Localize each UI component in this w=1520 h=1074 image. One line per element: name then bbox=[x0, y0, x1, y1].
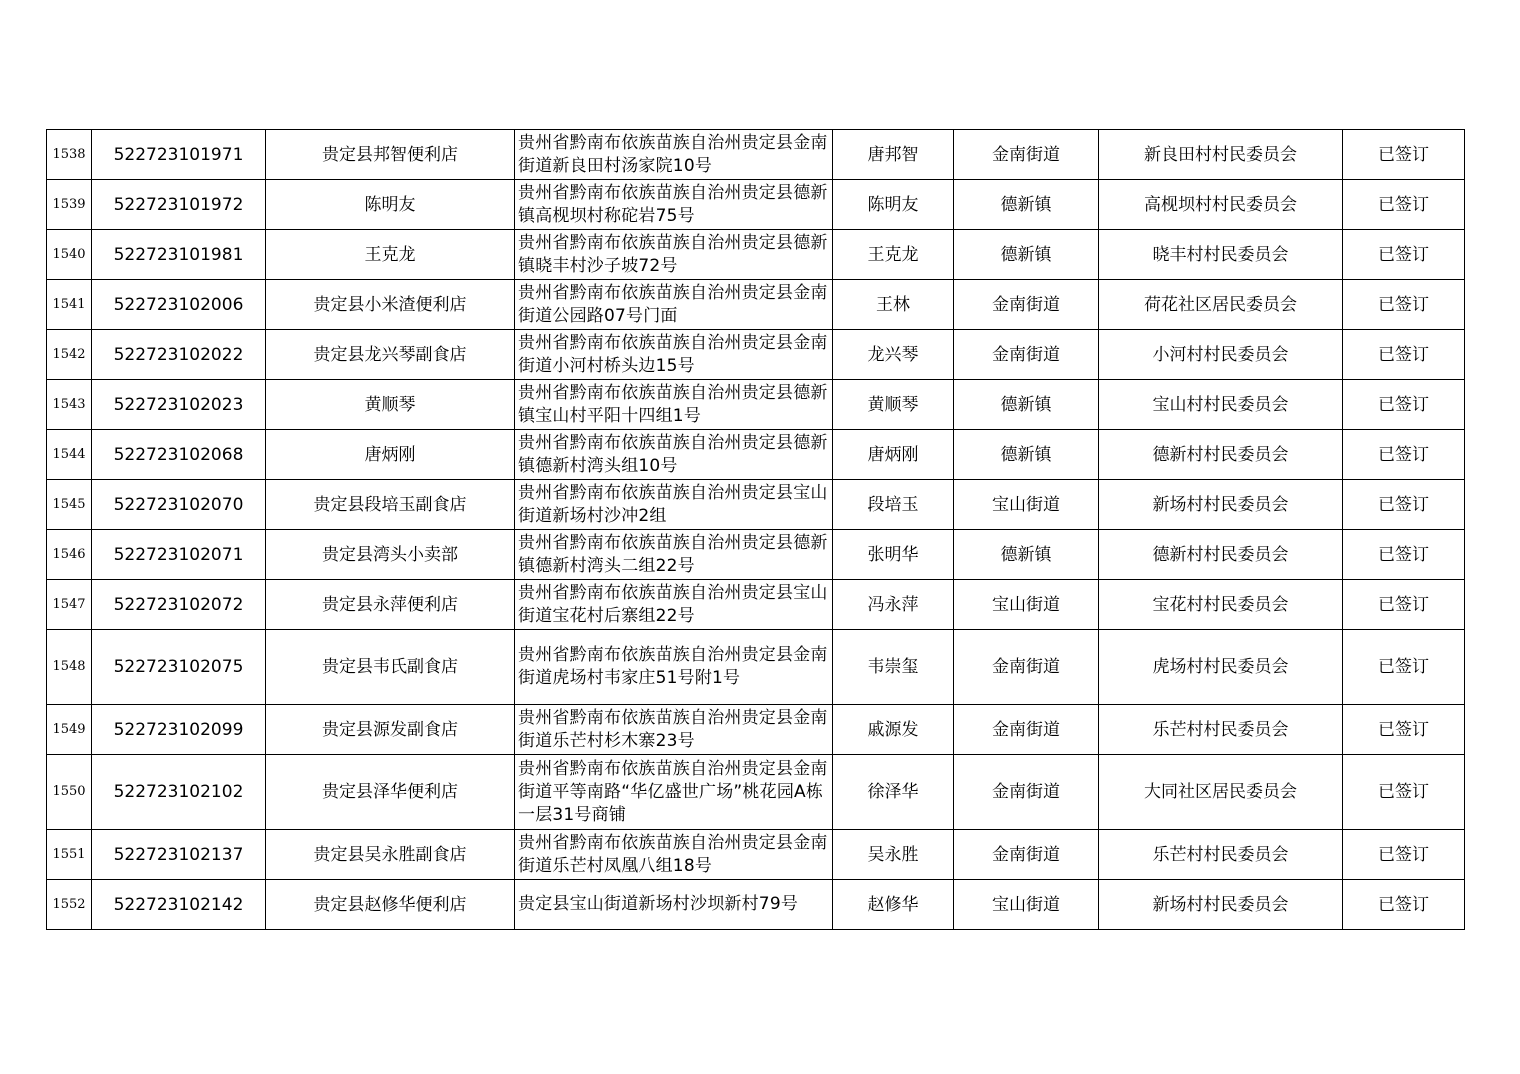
code-cell: 522723102102 bbox=[92, 755, 266, 830]
address-cell: 贵州省黔南布依族苗族自治州贵定县德新镇高枧坝村称砣岩75号 bbox=[515, 180, 833, 230]
status-cell: 已签订 bbox=[1343, 830, 1465, 880]
code-cell: 522723102023 bbox=[92, 380, 266, 430]
status-cell: 已签订 bbox=[1343, 130, 1465, 180]
town-cell: 宝山街道 bbox=[954, 480, 1099, 530]
code-cell: 522723102070 bbox=[92, 480, 266, 530]
code-cell: 522723102071 bbox=[92, 530, 266, 580]
committee-cell: 虎场村村民委员会 bbox=[1099, 630, 1343, 705]
shop-name-cell: 王克龙 bbox=[266, 230, 515, 280]
shop-name-cell: 贵定县湾头小卖部 bbox=[266, 530, 515, 580]
person-cell: 黄顺琴 bbox=[833, 380, 954, 430]
table-row bbox=[47, 180, 1465, 230]
committee-cell: 新场村村民委员会 bbox=[1099, 880, 1343, 930]
address-cell: 贵州省黔南布依族苗族自治州贵定县金南街道乐芒村杉木寨23号 bbox=[515, 705, 833, 755]
committee-cell: 小河村村民委员会 bbox=[1099, 330, 1343, 380]
address-cell: 贵州省黔南布依族苗族自治州贵定县金南街道公园路07号门面 bbox=[515, 280, 833, 330]
row-number-cell: 1543 bbox=[47, 380, 92, 430]
address-cell: 贵州省黔南布依族苗族自治州贵定县金南街道平等南路“华亿盛世广场”桃花园A栋一层31号商铺 bbox=[515, 755, 833, 830]
table-row bbox=[47, 330, 1465, 380]
row-number-cell: 1550 bbox=[47, 755, 92, 830]
table-row bbox=[47, 480, 1465, 530]
town-cell: 德新镇 bbox=[954, 530, 1099, 580]
table-row bbox=[47, 280, 1465, 330]
table-row bbox=[47, 705, 1465, 755]
table-row bbox=[47, 130, 1465, 180]
committee-cell: 宝山村村民委员会 bbox=[1099, 380, 1343, 430]
committee-cell: 乐芒村村民委员会 bbox=[1099, 705, 1343, 755]
town-cell: 金南街道 bbox=[954, 755, 1099, 830]
person-cell: 陈明友 bbox=[833, 180, 954, 230]
person-cell: 戚源发 bbox=[833, 705, 954, 755]
shop-name-cell: 陈明友 bbox=[266, 180, 515, 230]
code-cell: 522723102068 bbox=[92, 430, 266, 480]
shop-name-cell: 唐炳刚 bbox=[266, 430, 515, 480]
person-cell: 唐邦智 bbox=[833, 130, 954, 180]
person-cell: 冯永萍 bbox=[833, 580, 954, 630]
status-cell: 已签订 bbox=[1343, 230, 1465, 280]
person-cell: 王林 bbox=[833, 280, 954, 330]
row-number-cell: 1551 bbox=[47, 830, 92, 880]
table-row bbox=[47, 880, 1465, 930]
committee-cell: 新场村村民委员会 bbox=[1099, 480, 1343, 530]
code-cell: 522723102006 bbox=[92, 280, 266, 330]
shop-name-cell: 贵定县邦智便利店 bbox=[266, 130, 515, 180]
table-row bbox=[47, 430, 1465, 480]
row-number-cell: 1546 bbox=[47, 530, 92, 580]
status-cell: 已签订 bbox=[1343, 430, 1465, 480]
row-number-cell: 1544 bbox=[47, 430, 92, 480]
code-cell: 522723101972 bbox=[92, 180, 266, 230]
committee-cell: 荷花社区居民委员会 bbox=[1099, 280, 1343, 330]
town-cell: 德新镇 bbox=[954, 380, 1099, 430]
table-row bbox=[47, 380, 1465, 430]
code-cell: 522723102022 bbox=[92, 330, 266, 380]
row-number-cell: 1549 bbox=[47, 705, 92, 755]
registry-table bbox=[46, 129, 1465, 930]
address-cell: 贵州省黔南布依族苗族自治州贵定县德新镇德新村湾头组10号 bbox=[515, 430, 833, 480]
code-cell: 522723102099 bbox=[92, 705, 266, 755]
committee-cell: 德新村村民委员会 bbox=[1099, 430, 1343, 480]
town-cell: 德新镇 bbox=[954, 180, 1099, 230]
code-cell: 522723101981 bbox=[92, 230, 266, 280]
shop-name-cell: 贵定县段培玉副食店 bbox=[266, 480, 515, 530]
status-cell: 已签订 bbox=[1343, 180, 1465, 230]
town-cell: 宝山街道 bbox=[954, 580, 1099, 630]
town-cell: 宝山街道 bbox=[954, 880, 1099, 930]
status-cell: 已签订 bbox=[1343, 480, 1465, 530]
town-cell: 金南街道 bbox=[954, 830, 1099, 880]
code-cell: 522723102142 bbox=[92, 880, 266, 930]
shop-name-cell: 贵定县吴永胜副食店 bbox=[266, 830, 515, 880]
shop-name-cell: 贵定县小米渣便利店 bbox=[266, 280, 515, 330]
status-cell: 已签订 bbox=[1343, 755, 1465, 830]
town-cell: 德新镇 bbox=[954, 230, 1099, 280]
code-cell: 522723102072 bbox=[92, 580, 266, 630]
committee-cell: 新良田村村民委员会 bbox=[1099, 130, 1343, 180]
status-cell: 已签订 bbox=[1343, 530, 1465, 580]
status-cell: 已签订 bbox=[1343, 630, 1465, 705]
status-cell: 已签订 bbox=[1343, 580, 1465, 630]
table-row bbox=[47, 230, 1465, 280]
code-cell: 522723101971 bbox=[92, 130, 266, 180]
address-cell: 贵州省黔南布依族苗族自治州贵定县金南街道新良田村汤家院10号 bbox=[515, 130, 833, 180]
shop-name-cell: 贵定县龙兴琴副食店 bbox=[266, 330, 515, 380]
table-row bbox=[47, 580, 1465, 630]
address-cell: 贵州省黔南布依族苗族自治州贵定县金南街道小河村桥头边15号 bbox=[515, 330, 833, 380]
address-cell: 贵定县宝山街道新场村沙坝新村79号 bbox=[515, 880, 833, 930]
person-cell: 韦崇玺 bbox=[833, 630, 954, 705]
table-row bbox=[47, 630, 1465, 705]
address-cell: 贵州省黔南布依族苗族自治州贵定县德新镇宝山村平阳十四组1号 bbox=[515, 380, 833, 430]
committee-cell: 德新村村民委员会 bbox=[1099, 530, 1343, 580]
shop-name-cell: 黄顺琴 bbox=[266, 380, 515, 430]
town-cell: 金南街道 bbox=[954, 330, 1099, 380]
row-number-cell: 1539 bbox=[47, 180, 92, 230]
status-cell: 已签订 bbox=[1343, 880, 1465, 930]
address-cell: 贵州省黔南布依族苗族自治州贵定县德新镇德新村湾头二组22号 bbox=[515, 530, 833, 580]
row-number-cell: 1545 bbox=[47, 480, 92, 530]
person-cell: 王克龙 bbox=[833, 230, 954, 280]
shop-name-cell: 贵定县韦氏副食店 bbox=[266, 630, 515, 705]
person-cell: 张明华 bbox=[833, 530, 954, 580]
table-row bbox=[47, 755, 1465, 830]
town-cell: 金南街道 bbox=[954, 630, 1099, 705]
person-cell: 龙兴琴 bbox=[833, 330, 954, 380]
address-cell: 贵州省黔南布依族苗族自治州贵定县金南街道乐芒村凤凰八组18号 bbox=[515, 830, 833, 880]
address-cell: 贵州省黔南布依族苗族自治州贵定县德新镇晓丰村沙子坡72号 bbox=[515, 230, 833, 280]
shop-name-cell: 贵定县源发副食店 bbox=[266, 705, 515, 755]
committee-cell: 晓丰村村民委员会 bbox=[1099, 230, 1343, 280]
town-cell: 金南街道 bbox=[954, 130, 1099, 180]
address-cell: 贵州省黔南布依族苗族自治州贵定县宝山街道新场村沙冲2组 bbox=[515, 480, 833, 530]
shop-name-cell: 贵定县赵修华便利店 bbox=[266, 880, 515, 930]
code-cell: 522723102075 bbox=[92, 630, 266, 705]
row-number-cell: 1552 bbox=[47, 880, 92, 930]
shop-name-cell: 贵定县泽华便利店 bbox=[266, 755, 515, 830]
address-cell: 贵州省黔南布依族苗族自治州贵定县宝山街道宝花村后寨组22号 bbox=[515, 580, 833, 630]
table-row bbox=[47, 530, 1465, 580]
person-cell: 唐炳刚 bbox=[833, 430, 954, 480]
status-cell: 已签订 bbox=[1343, 380, 1465, 430]
shop-name-cell: 贵定县永萍便利店 bbox=[266, 580, 515, 630]
committee-cell: 宝花村村民委员会 bbox=[1099, 580, 1343, 630]
person-cell: 徐泽华 bbox=[833, 755, 954, 830]
committee-cell: 大同社区居民委员会 bbox=[1099, 755, 1343, 830]
status-cell: 已签订 bbox=[1343, 280, 1465, 330]
town-cell: 德新镇 bbox=[954, 430, 1099, 480]
town-cell: 金南街道 bbox=[954, 280, 1099, 330]
person-cell: 赵修华 bbox=[833, 880, 954, 930]
row-number-cell: 1540 bbox=[47, 230, 92, 280]
row-number-cell: 1542 bbox=[47, 330, 92, 380]
table-body bbox=[47, 130, 1465, 930]
committee-cell: 高枧坝村村民委员会 bbox=[1099, 180, 1343, 230]
status-cell: 已签订 bbox=[1343, 330, 1465, 380]
row-number-cell: 1548 bbox=[47, 630, 92, 705]
row-number-cell: 1547 bbox=[47, 580, 92, 630]
row-number-cell: 1538 bbox=[47, 130, 92, 180]
town-cell: 金南街道 bbox=[954, 705, 1099, 755]
committee-cell: 乐芒村村民委员会 bbox=[1099, 830, 1343, 880]
address-cell: 贵州省黔南布依族苗族自治州贵定县金南街道虎场村韦家庄51号附1号 bbox=[515, 630, 833, 705]
person-cell: 段培玉 bbox=[833, 480, 954, 530]
row-number-cell: 1541 bbox=[47, 280, 92, 330]
code-cell: 522723102137 bbox=[92, 830, 266, 880]
status-cell: 已签订 bbox=[1343, 705, 1465, 755]
table-row bbox=[47, 830, 1465, 880]
person-cell: 吴永胜 bbox=[833, 830, 954, 880]
